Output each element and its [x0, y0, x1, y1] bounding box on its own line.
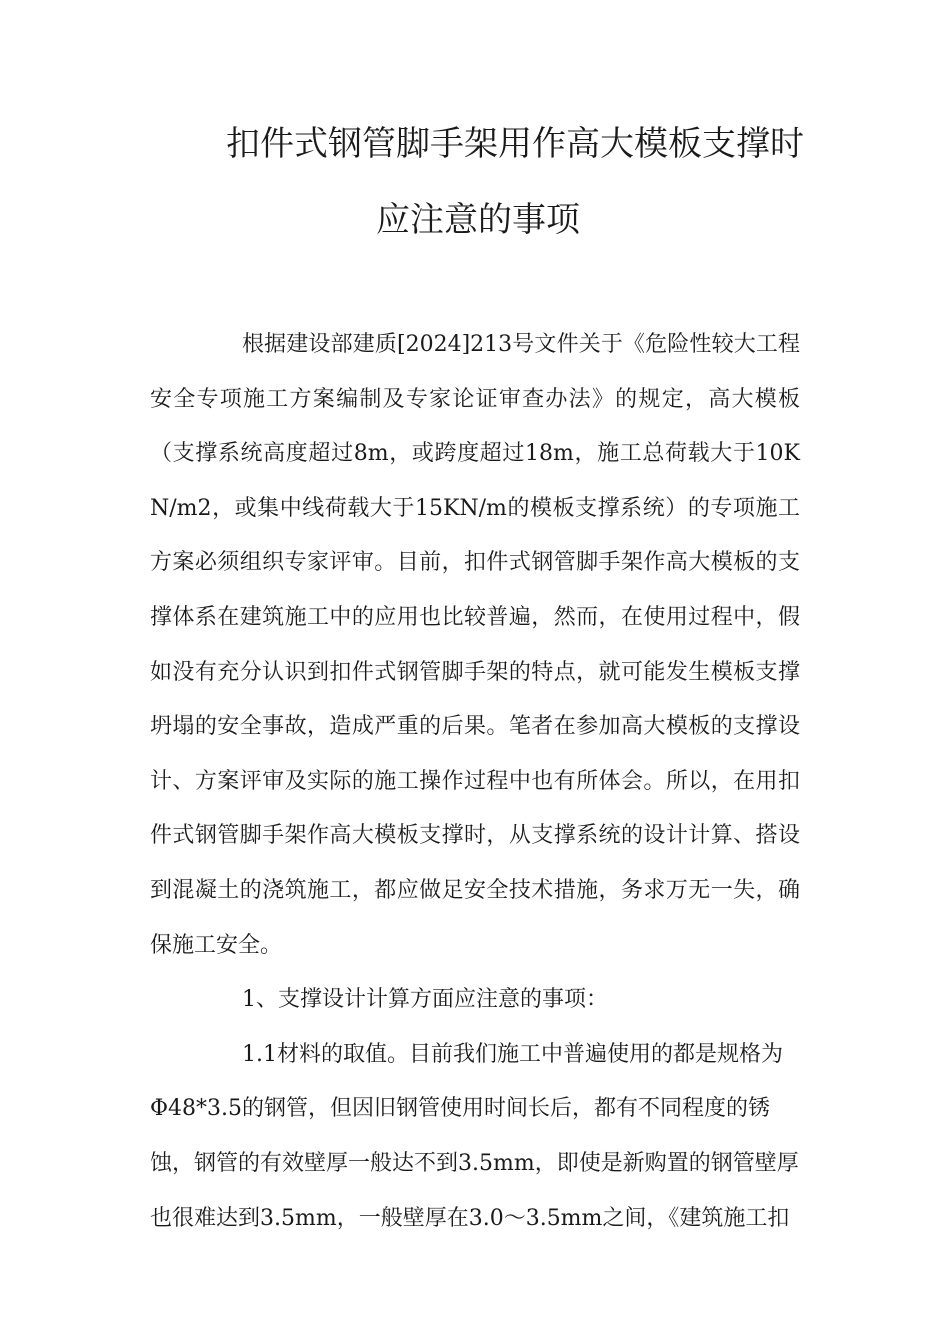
paragraph-1-1: 1.1材料的取值。目前我们施工中普遍使用的都是规格为Φ48*3.5的钢管，但因旧钢管使用时间长后，都有不同程度的锈蚀，钢管的有效壁厚一般达不到3.5mm，即使是新购置的钢管壁厚也很难达到3.5mm，一般壁厚在3.0～3.5mm之间，《建筑施工扣	[150, 1041, 799, 1231]
section-heading-1: 1、支撑设计计算方面应注意的事项：	[242, 987, 608, 1013]
document-title-line-2: 应注意的事项	[376, 200, 580, 240]
document-body	[150, 318, 800, 1246]
document-title-line-1: 扣件式钢管脚手架用作高大模板支撑时	[226, 124, 804, 164]
paragraph-intro: 根据建设部建质[2024]213号文件关于《危险性较大工程安全专项施工方案编制及专家论证审查办法》的规定，高大模板（支撑系统高度超过8m，或跨度超过18m，施工总荷载大于10KN/m2，或集中线荷载大于15KN/m的模板支撑系统）的专项施工方案必须组织专家评审。目前，扣件式钢管脚手架作高大模板的支撑体系在建筑施工中的应用也比较普遍，然而，在使用过程中，假如没有充分认识到扣件式钢管脚手架的特点，就可能发生模板支撑坍塌的安全事故，造成严重的后果。笔者在参加高大模板的支撑设计、方案评审及实际的施工操作过程中也有所体会。所以，在用扣件式钢管脚手架作高大模板支撑时，从支撑系统的设计计算、搭设到混凝土的浇筑施工，都应做足安全技术措施，务求万无一失，确保施工安全。	[150, 332, 800, 958]
